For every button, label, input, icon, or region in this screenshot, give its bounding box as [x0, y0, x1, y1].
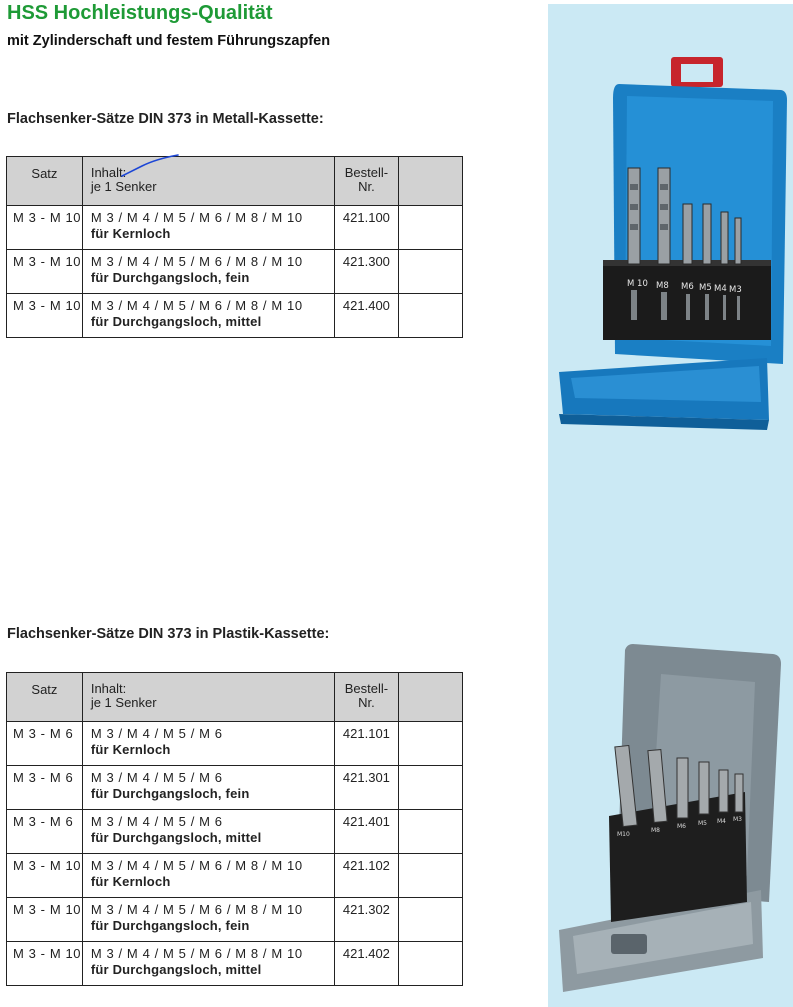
cutter-size-label-m3: M3 — [729, 285, 742, 295]
metal-cassette-photo — [555, 54, 791, 454]
satz-value: M 3 - M 10 — [13, 298, 82, 313]
satz-value: M 3 - M 6 — [13, 814, 74, 829]
order-number: 421.400 — [342, 298, 390, 313]
satz-cell — [7, 722, 83, 766]
sizes-value: M 3 / M 4 / M 5 / M 6 / M 8 / M 10 — [90, 298, 303, 313]
inhalt-cell — [82, 854, 334, 898]
sizes-value: M 3 / M 4 / M 5 / M 6 — [90, 726, 223, 741]
sizes-value: M 3 / M 4 / M 5 / M 6 — [90, 814, 223, 829]
empty-cell — [399, 250, 463, 294]
usage-value: für Durchgangsloch, fein — [90, 918, 250, 933]
sizes-value: M 3 / M 4 / M 5 / M 6 / M 8 / M 10 — [90, 210, 303, 225]
order-number: 421.401 — [342, 814, 390, 829]
page-title: HSS Hochleistungs-Qualität — [7, 2, 273, 24]
satz-value: M 3 - M 6 — [13, 770, 74, 785]
usage-value: für Durchgangsloch, mittel — [90, 830, 262, 845]
inhalt-sublabel: je 1 Senker — [90, 695, 157, 710]
satz-cell — [7, 206, 83, 250]
table-header-row — [7, 673, 463, 722]
usage-value: für Durchgangsloch, fein — [90, 786, 250, 801]
order-number: 421.302 — [342, 902, 390, 917]
cutter-size-label-m6: M6 — [677, 823, 686, 830]
table-row — [7, 722, 463, 766]
table-row — [7, 294, 463, 338]
satz-value: M 3 - M 6 — [13, 726, 74, 741]
satz-cell — [7, 766, 83, 810]
empty-cell — [399, 294, 463, 338]
empty-cell — [399, 206, 463, 250]
satz-cell — [7, 898, 83, 942]
order-number-cell — [334, 942, 399, 986]
order-number: 421.402 — [342, 946, 390, 961]
cutter-size-label-m5: M5 — [698, 820, 707, 827]
column-header-satz: Satz — [7, 157, 83, 206]
table-row — [7, 898, 463, 942]
empty-cell — [399, 766, 463, 810]
column-header-satz: Satz — [7, 673, 83, 722]
order-number-cell — [334, 250, 399, 294]
order-number-cell — [334, 898, 399, 942]
sizes-value: M 3 / M 4 / M 5 / M 6 / M 8 / M 10 — [90, 946, 303, 961]
plastic-section-title: Flachsenker-Sätze DIN 373 in Plastik-Kassette: — [7, 626, 330, 642]
usage-value: für Durchgangsloch, mittel — [90, 314, 262, 329]
usage-value: für Kernloch — [90, 226, 171, 241]
table-row — [7, 942, 463, 986]
satz-value: M 3 - M 10 — [13, 858, 82, 873]
metal-section-title: Flachsenker-Sätze DIN 373 in Metall-Kassette: — [7, 111, 324, 127]
cutter-size-label-m5: M5 — [699, 283, 712, 293]
inhalt-cell — [82, 294, 334, 338]
cutter-size-label-m8: M8 — [651, 827, 660, 834]
cutter-size-label-m4: M4 — [717, 818, 726, 825]
table-row — [7, 766, 463, 810]
inhalt-cell — [82, 810, 334, 854]
plastic-order-table — [6, 672, 463, 986]
order-number: 421.100 — [342, 210, 390, 225]
table-row — [7, 206, 463, 250]
inhalt-cell — [82, 206, 334, 250]
order-number-cell — [334, 722, 399, 766]
table-row — [7, 854, 463, 898]
plastic-cassette-photo — [555, 640, 791, 1004]
empty-cell — [399, 898, 463, 942]
column-header-inhalt — [82, 673, 334, 722]
cutter-size-label-m3: M3 — [733, 816, 742, 823]
usage-value: für Kernloch — [90, 742, 171, 757]
order-number-cell — [334, 854, 399, 898]
satz-value: M 3 - M 10 — [13, 210, 82, 225]
sizes-value: M 3 / M 4 / M 5 / M 6 / M 8 / M 10 — [90, 858, 303, 873]
inhalt-label: Inhalt: — [90, 165, 127, 180]
order-number: 421.102 — [342, 858, 390, 873]
column-header-bestell-nr: Bestell- Nr. — [334, 157, 399, 206]
inhalt-cell — [82, 898, 334, 942]
satz-cell — [7, 942, 83, 986]
empty-cell — [399, 722, 463, 766]
table-row — [7, 250, 463, 294]
column-header-empty — [399, 673, 463, 722]
order-number: 421.301 — [342, 770, 390, 785]
empty-cell — [399, 810, 463, 854]
cutter-size-label-m10: M10 — [617, 831, 630, 838]
satz-value: M 3 - M 10 — [13, 902, 82, 917]
order-number: 421.300 — [342, 254, 390, 269]
order-number: 421.101 — [342, 726, 390, 741]
satz-value: M 3 - M 10 — [13, 254, 82, 269]
cutter-size-label-m6: M6 — [681, 282, 694, 292]
usage-value: für Durchgangsloch, fein — [90, 270, 250, 285]
pen-annotation-stroke — [118, 154, 182, 180]
order-number-cell — [334, 766, 399, 810]
metal-order-table — [6, 156, 463, 338]
sizes-value: M 3 / M 4 / M 5 / M 6 — [90, 770, 223, 785]
inhalt-cell — [82, 722, 334, 766]
sizes-value: M 3 / M 4 / M 5 / M 6 / M 8 / M 10 — [90, 902, 303, 917]
satz-cell — [7, 854, 83, 898]
inhalt-sublabel: je 1 Senker — [90, 179, 157, 194]
sizes-value: M 3 / M 4 / M 5 / M 6 / M 8 / M 10 — [90, 254, 303, 269]
inhalt-cell — [82, 942, 334, 986]
usage-value: für Durchgangsloch, mittel — [90, 962, 262, 977]
order-number-cell — [334, 206, 399, 250]
inhalt-cell — [82, 250, 334, 294]
order-number-cell — [334, 810, 399, 854]
inhalt-label: Inhalt: — [90, 681, 127, 696]
column-header-bestell-nr: Bestell- Nr. — [334, 673, 399, 722]
table-row — [7, 810, 463, 854]
empty-cell — [399, 854, 463, 898]
satz-value: M 3 - M 10 — [13, 946, 82, 961]
usage-value: für Kernloch — [90, 874, 171, 889]
cutter-size-label-m8: M8 — [656, 281, 669, 291]
column-header-empty — [399, 157, 463, 206]
satz-cell — [7, 250, 83, 294]
table-header-row — [7, 157, 463, 206]
satz-cell — [7, 810, 83, 854]
inhalt-cell — [82, 766, 334, 810]
page-subtitle: mit Zylinderschaft und festem Führungszapfen — [7, 33, 331, 49]
order-number-cell — [334, 294, 399, 338]
cutter-size-label-m4: M4 — [714, 284, 727, 294]
cutter-size-label-m10: M 10 — [627, 279, 648, 289]
satz-cell — [7, 294, 83, 338]
empty-cell — [399, 942, 463, 986]
